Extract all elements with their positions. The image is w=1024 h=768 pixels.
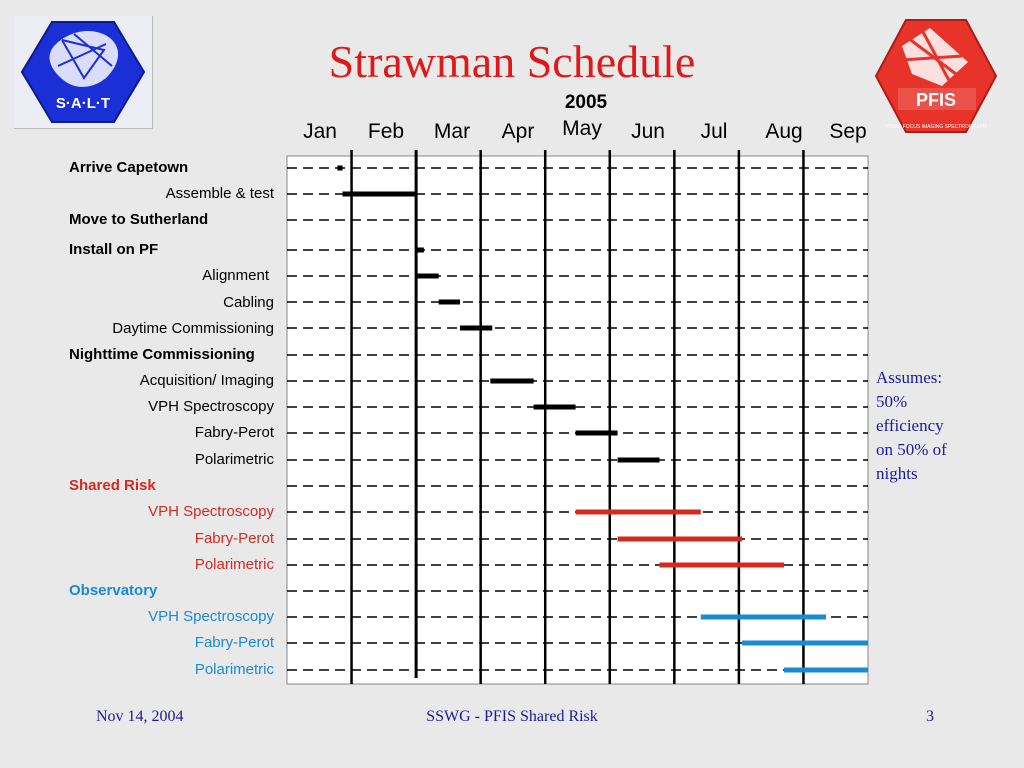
pfis-logo-subtext: PRIME FOCUS IMAGING SPECTROGRAPH (885, 124, 987, 130)
pfis-logo-text: PFIS (915, 90, 957, 110)
month-label-may: May (562, 117, 602, 140)
assumption-note (876, 366, 976, 486)
year-label: 2005 (564, 92, 608, 113)
observatory-label-polarimetric: Polarimetric (194, 661, 274, 678)
task-label-polarimetric: Polarimetric (194, 451, 274, 468)
shared-risk-label-vph-spectroscopy: VPH Spectroscopy (148, 503, 274, 520)
observatory-label-vph-spectroscopy: VPH Spectroscopy (148, 608, 274, 625)
month-label-feb: Feb (367, 120, 405, 143)
task-label-assemble-test: Assemble & test (165, 185, 274, 202)
task-label-install-on-pf: Install on PF (69, 241, 159, 258)
slide-title: Strawman Schedule (328, 36, 696, 87)
note-line: efficiency (876, 416, 944, 435)
task-label-nighttime-commissioning: Nighttime Commissioning (69, 346, 255, 363)
salt-logo-text: S·A·L·T (55, 95, 111, 112)
month-label-jul: Jul (700, 120, 728, 143)
task-label-fabry-perot: Fabry-Perot (194, 424, 274, 441)
task-label-vph-spectroscopy: VPH Spectroscopy (148, 398, 274, 415)
month-label-apr: Apr (501, 120, 535, 143)
task-label-daytime-commissioning: Daytime Commissioning (112, 320, 274, 337)
footer-page-number: 3 (926, 708, 934, 725)
month-label-aug: Aug (765, 120, 803, 143)
shared-risk-label-fabry-perot: Fabry-Perot (194, 530, 274, 547)
shared-risk-label-polarimetric: Polarimetric (194, 556, 274, 573)
section-label-shared-risk: Shared Risk (69, 477, 156, 494)
task-label-arrive-capetown: Arrive Capetown (69, 159, 189, 176)
task-label-cabling: Cabling (223, 294, 274, 311)
month-label-jun: Jun (631, 120, 665, 143)
footer-date: Nov 14, 2004 (96, 708, 184, 725)
task-label-acquisition-imaging: Acquisition/ Imaging (139, 372, 274, 389)
note-line: Assumes: (876, 368, 943, 387)
chart-plot-area (287, 156, 868, 684)
month-label-jan: Jan (303, 120, 337, 143)
note-line: 50% (876, 392, 908, 411)
month-label-sep: Sep (829, 120, 867, 143)
note-line: nights (876, 464, 918, 483)
section-label-observatory: Observatory (69, 582, 158, 599)
observatory-label-fabry-perot: Fabry-Perot (194, 634, 274, 651)
footer-title: SSWG - PFIS Shared Risk (426, 708, 598, 725)
note-line: on 50% of (876, 440, 947, 459)
month-label-mar: Mar (433, 120, 471, 143)
task-label-alignment: Alignment (202, 267, 269, 284)
task-label-move-to-sutherland: Move to Sutherland (69, 211, 209, 228)
